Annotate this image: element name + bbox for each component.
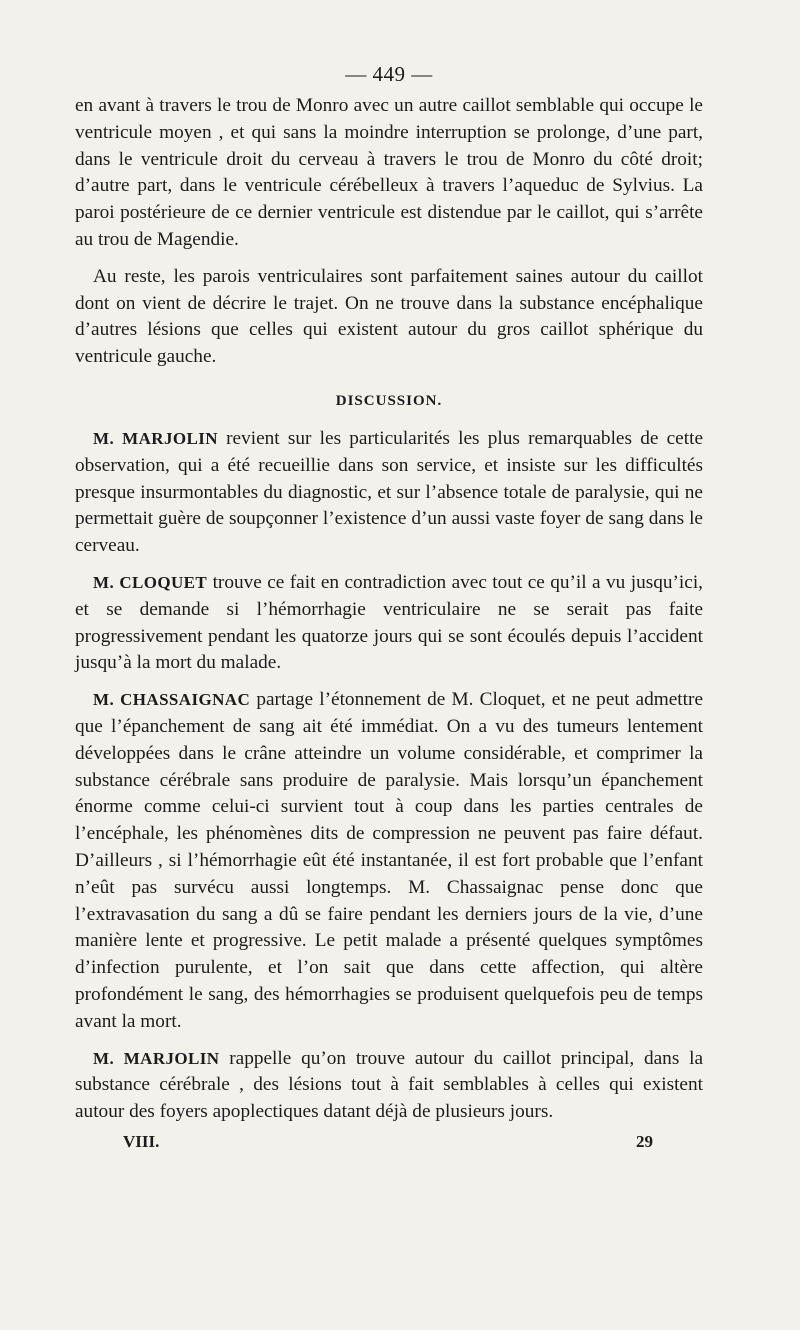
speaker-name: M. CHASSAIGNAC [93,690,251,710]
document-page [75,62,703,1152]
page-number: — 449 — [345,62,433,86]
speech-text: rappelle qu’on trouve autour du caillot principal, dans la substance cérébrale , des lésions tout à fait semblables à celles qui existent autour des foyers apoplectiques datant déjà de plusieurs jours. [75,1047,704,1123]
speech-text: trouve ce fait en contradiction avec tout ce qu’il a vu jusqu’ici, et se demande si l’hémorrhagie ventriculaire ne se serait pas faite progressivement pendant les quatorze jours qui se sont écoulés depuis l’accident jusqu’à la mort du malade. [75,571,704,674]
discussion-marjolin-2 [75,1046,703,1126]
signature-mark: 29 [636,1131,653,1151]
speech-text: partage l’étonnement de M. Cloquet, et ne peut admettre que l’épanchement de sang ait été immédiat. On a vu des tumeurs lentement développées dans le crâne atteindre un volume considérable, et comprimer la substance cérébrale sans produire de paralysie. Mais lorsqu’un épanchement énorme comme celui-ci survient tout à coup dans les parties centrales de l’encéphale, les phénomènes dits de compression ne peuvent pas faire défaut. D’ailleurs , si l’hémorrhagie eût été instantanée, il est fort probable que l’enfant n’eût pas survécu aussi longtemps. M. Chassaignac pense donc que l’extravasation du sang a dû se faire pendant les derniers jours de la vie, d’une manière lente et progressive. Le petit malade a présenté quelques symptômes d’infection purulente, et l’on sait que dans cette affection, qui altère profondément le sang, des hémorrhagies se produisent quelquefois peu de temps avant la mort. [75,689,703,1032]
speaker-name: M. CLOQUET [93,572,208,592]
speaker-name: M. MARJOLIN [93,428,218,448]
paragraph-continuation: en avant à travers le trou de Monro avec un autre caillot semblable qui occupe le ventricule moyen , et qui sans la moindre interruption se prolonge, d’une part, dans le ventricule droit du cerveau à travers le trou de Monro du côté droit; d’autre part, dans le ventricule cérébelleux à travers l’aqueduc de Sylvius. La paroi postérieure de ce dernier ventricule est distendue par le caillot, qui s’arrête au trou de Magendie. [75,95,703,250]
paragraph-ventricles: Au reste, les parois ventriculaires sont parfaitement saines autour du caillot dont on vient de décrire le trajet. On ne trouve dans la substance encéphalique d’autres lésions que celles qui existent autour du gros caillot sphérique du ventricule gauche. [75,265,703,368]
discussion-cloquet [75,570,703,677]
speech-text: revient sur les particularités les plus remarquables de cette observation, qui a été recueillie dans son service, et insiste sur les difficultés presque insurmontables du diagnostic, et sur l’absence totale de paralysie, qui ne permettait guère de soupçonner l’existence d’un aussi vaste foyer de sang dans le cerveau. [75,427,704,557]
discussion-chassaignac [75,687,703,1035]
section-title: DISCUSSION. [335,392,443,409]
discussion-marjolin-1 [75,426,703,560]
volume-number: VIII. [123,1131,160,1151]
page-footer [75,1132,703,1152]
speaker-name: M. MARJOLIN [93,1048,220,1068]
